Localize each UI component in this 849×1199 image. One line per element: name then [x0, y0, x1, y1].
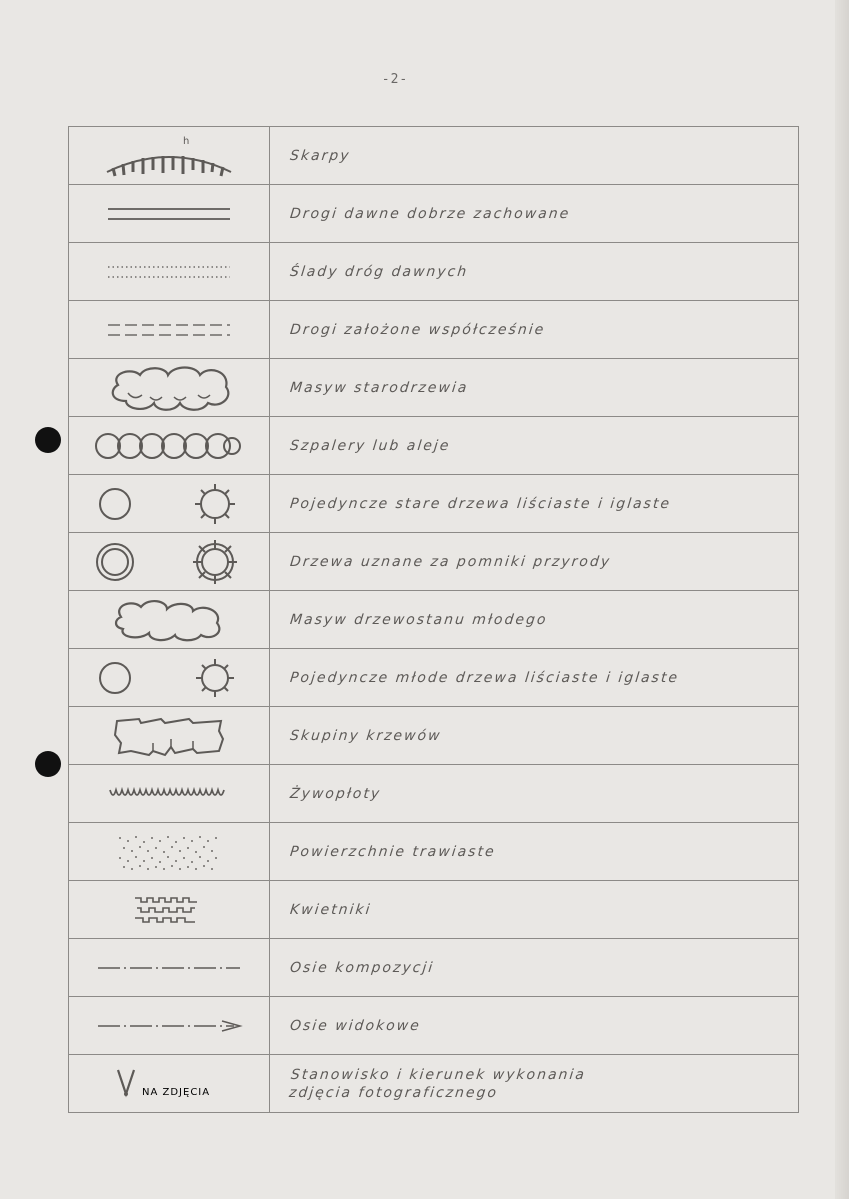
legend-row [69, 997, 799, 1055]
symbol-cell [69, 475, 270, 533]
description-cell [270, 243, 799, 301]
legend-label: Skupiny krzewów [289, 727, 443, 744]
symbol-cell [69, 185, 270, 243]
single-old-trees-icon [89, 481, 249, 527]
hedge-wave-icon [104, 782, 234, 806]
shrub-group-icon [109, 713, 229, 759]
binder-hole-top [35, 427, 61, 453]
symbol-cell [69, 591, 270, 649]
legend-label: Drzewa uznane za pomniki przyrody [289, 553, 612, 570]
legend-label: Pojedyncze stare drzewa liściaste i iglaste [289, 495, 672, 512]
description-cell [270, 881, 799, 939]
legend-label: Skarpy [289, 147, 352, 164]
legend-label: Osie widokowe [289, 1017, 422, 1034]
tree-row-icon [94, 428, 244, 464]
symbol-cell [69, 417, 270, 475]
description-cell [270, 417, 799, 475]
legend-label: Drogi założone współcześnie [289, 321, 547, 338]
description-cell [270, 185, 799, 243]
dotted-double-line-icon [104, 257, 234, 287]
legend-row [69, 649, 799, 707]
legend-label: Żywopłoty [289, 785, 382, 802]
legend-row [69, 881, 799, 939]
legend-row [69, 533, 799, 591]
description-cell [270, 765, 799, 823]
description-cell [270, 301, 799, 359]
symbol-cell [69, 127, 270, 185]
legend-row [69, 1055, 799, 1113]
old-tree-mass-icon [104, 363, 234, 413]
symbol-cell [69, 997, 270, 1055]
legend-label: Pojedyncze młode drzewa liściaste i iglaste [289, 669, 680, 686]
photo-position-icon [104, 1064, 234, 1104]
slope-symbol-icon [99, 132, 239, 180]
legend-row [69, 765, 799, 823]
symbol-cell [69, 533, 270, 591]
symbol-cell [69, 359, 270, 417]
description-cell [270, 997, 799, 1055]
description-cell [270, 359, 799, 417]
description-cell [270, 127, 799, 185]
legend-row [69, 475, 799, 533]
description-cell [270, 475, 799, 533]
page-number: -2- [381, 72, 409, 87]
legend-row [69, 185, 799, 243]
description-cell [270, 823, 799, 881]
young-tree-mass-icon [109, 595, 229, 645]
legend-row [69, 823, 799, 881]
slope-height-label: h [183, 135, 190, 147]
flowerbed-icon [129, 892, 209, 928]
legend-label: Drogi dawne dobrze zachowane [289, 205, 572, 222]
symbol-cell [69, 301, 270, 359]
description-cell [270, 591, 799, 649]
double-line-road-icon [104, 199, 234, 229]
single-young-trees-icon [89, 655, 249, 701]
symbol-cell [69, 765, 270, 823]
legend-label: Osie kompozycji [289, 959, 435, 976]
symbol-cell [69, 243, 270, 301]
legend-label: Masyw starodrzewia [289, 379, 470, 396]
dashed-double-line-icon [104, 315, 234, 345]
symbol-cell [69, 939, 270, 997]
legend-label: Masyw drzewostanu młodego [289, 611, 549, 628]
legend-label: Kwietniki [289, 901, 373, 918]
legend-label: Powierzchnie trawiaste [289, 843, 497, 860]
description-cell [270, 1055, 799, 1113]
legend-label: Ślady dróg dawnych [289, 263, 470, 280]
legend-row [69, 243, 799, 301]
symbol-cell [69, 881, 270, 939]
legend-row [69, 301, 799, 359]
grass-dots-icon [114, 832, 224, 872]
legend-row [69, 417, 799, 475]
page-edge-shadow [835, 0, 849, 1199]
legend-row [69, 359, 799, 417]
legend-row [69, 127, 799, 185]
photo-position-caption: NA ZDJĘCIA [142, 1086, 211, 1098]
description-cell [270, 533, 799, 591]
symbol-cell [69, 823, 270, 881]
legend-row [69, 591, 799, 649]
legend-table [68, 126, 799, 1113]
description-cell [270, 939, 799, 997]
nature-monument-trees-icon [89, 537, 249, 587]
dash-dot-axis-icon [94, 958, 244, 978]
legend-label: Stanowisko i kierunek wykonania zdjęcia fotograficznego [288, 1066, 587, 1101]
binder-hole-bottom [35, 751, 61, 777]
description-cell [270, 649, 799, 707]
symbol-cell [69, 1055, 270, 1113]
symbol-cell [69, 707, 270, 765]
description-cell [270, 707, 799, 765]
legend-row [69, 707, 799, 765]
legend-label: Szpalery lub aleje [289, 437, 452, 454]
symbol-cell [69, 649, 270, 707]
view-axis-arrow-icon [94, 1016, 244, 1036]
legend-row [69, 939, 799, 997]
